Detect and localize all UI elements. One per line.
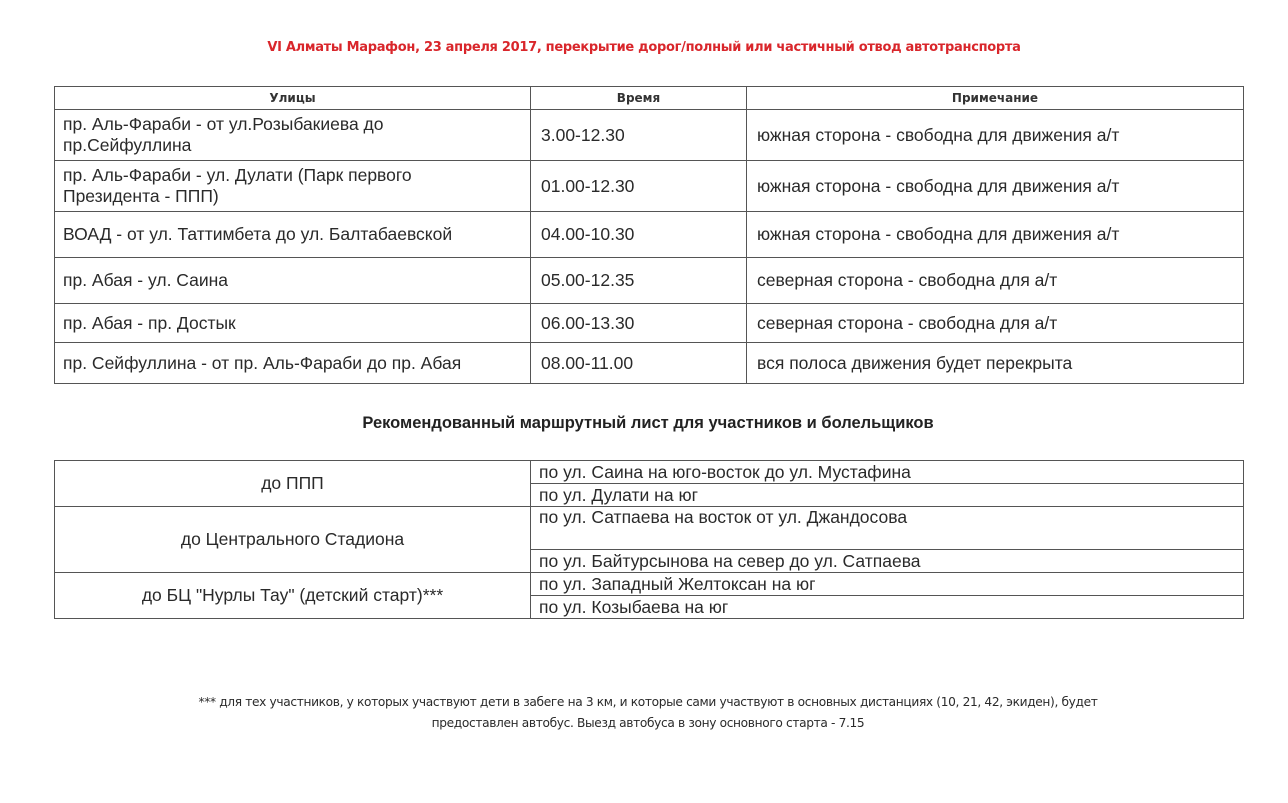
note-cell: южная сторона - свободна для движения а/т <box>747 110 1244 161</box>
table-row <box>55 304 1244 343</box>
table-row <box>55 343 1244 384</box>
table-row <box>55 258 1244 304</box>
destination-cell: до Центрального Стадиона <box>55 507 531 573</box>
time-cell: 04.00-10.30 <box>531 212 747 258</box>
note-cell: вся полоса движения будет перекрыта <box>747 343 1244 384</box>
table-row <box>55 110 1244 161</box>
street-cell: пр. Абая - пр. Достык <box>55 304 531 343</box>
route-cell: по ул. Дулати на юг <box>531 484 1244 507</box>
routes-table <box>54 460 1244 619</box>
destination-cell: до ППП <box>55 461 531 507</box>
street-cell: пр. Сейфуллина - от пр. Аль-Фараби до пр. Абая <box>55 343 531 384</box>
time-cell: 05.00-12.35 <box>531 258 747 304</box>
table-row <box>55 212 1244 258</box>
header-time: Время <box>531 87 747 110</box>
time-cell: 01.00-12.30 <box>531 161 747 212</box>
street-line: пр. Аль-Фараби - от ул.Розыбакиева до <box>63 114 384 134</box>
street-line: Президента - ППП) <box>63 186 219 206</box>
footnote <box>0 692 1288 734</box>
document-title: VI Алматы Марафон, 23 апреля 2017, перекрытие дорог/полный или частичный отвод автотранспорта <box>267 40 1021 55</box>
time-cell: 3.00-12.30 <box>531 110 747 161</box>
street-cell <box>55 110 531 161</box>
table-row <box>55 161 1244 212</box>
table-row <box>55 507 1244 550</box>
table-header-row <box>55 87 1244 110</box>
street-cell: пр. Абая - ул. Саина <box>55 258 531 304</box>
route-cell: по ул. Саина на юго-восток до ул. Мустафина <box>531 461 1244 484</box>
route-cell: по ул. Сатпаева на восток от ул. Джандосова <box>531 507 1244 550</box>
footnote-line: предоставлен автобус. Выезд автобуса в зону основного старта - 7.15 <box>431 716 865 730</box>
routes-section-title: Рекомендованный маршрутный лист для участников и болельщиков <box>362 414 934 432</box>
route-cell: по ул. Байтурсынова на север до ул. Сатпаева <box>531 550 1244 573</box>
note-cell: южная сторона - свободна для движения а/т <box>747 212 1244 258</box>
time-cell: 06.00-13.30 <box>531 304 747 343</box>
time-cell: 08.00-11.00 <box>531 343 747 384</box>
route-cell: по ул. Козыбаева на юг <box>531 596 1244 619</box>
table-row <box>55 573 1244 596</box>
note-cell: северная сторона - свободна для а/т <box>747 304 1244 343</box>
street-line: пр. Аль-Фараби - ул. Дулати (Парк первого <box>63 165 412 185</box>
route-cell: по ул. Западный Желтоксан на юг <box>531 573 1244 596</box>
note-cell: южная сторона - свободна для движения а/т <box>747 161 1244 212</box>
street-cell <box>55 161 531 212</box>
table-row <box>55 461 1244 484</box>
street-line: пр.Сейфуллина <box>63 135 192 155</box>
header-streets: Улицы <box>55 87 531 110</box>
street-cell: ВОАД - от ул. Таттимбета до ул. Балтабаевской <box>55 212 531 258</box>
road-closures-table <box>54 86 1244 384</box>
note-cell: северная сторона - свободна для а/т <box>747 258 1244 304</box>
header-note: Примечание <box>747 87 1244 110</box>
destination-cell: до БЦ "Нурлы Тау" (детский старт)*** <box>55 573 531 619</box>
footnote-line: *** для тех участников, у которых участвуют дети в забеге на 3 км, и которые сами участвуют в основных дистанциях (10, 21, 42, экиден), будет <box>198 695 1098 709</box>
